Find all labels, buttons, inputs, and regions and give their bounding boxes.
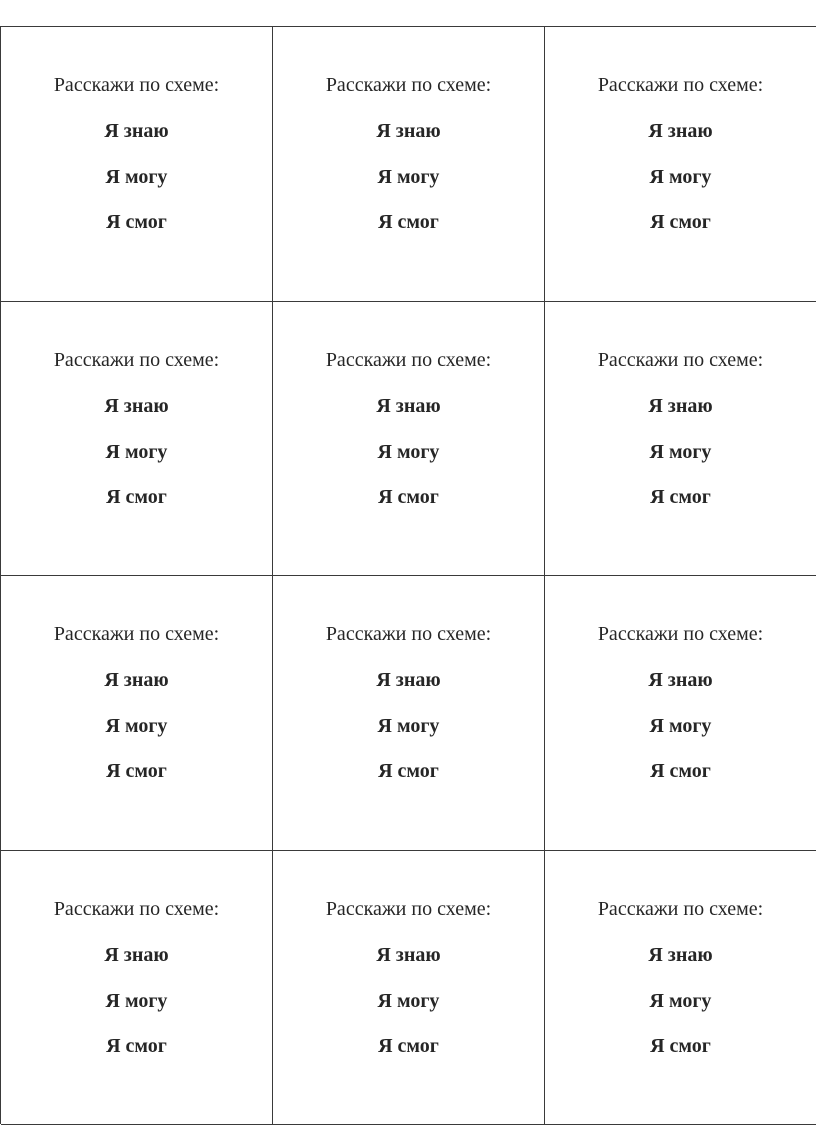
card-line-know: Я знаю xyxy=(104,943,169,966)
card-line-managed: Я смог xyxy=(650,211,711,233)
card-line-can: Я могу xyxy=(649,166,712,188)
card xyxy=(545,851,816,1126)
card-heading: Расскажи по схеме: xyxy=(325,623,492,645)
card-line-can: Я могу xyxy=(377,715,440,737)
card xyxy=(273,851,545,1126)
card-heading: Расскажи по схеме: xyxy=(53,623,220,645)
card-line-know: Я знаю xyxy=(648,394,713,417)
card-line-managed: Я смог xyxy=(106,1034,167,1057)
card xyxy=(545,302,816,577)
card-line-know: Я знаю xyxy=(648,669,713,691)
card-line-managed: Я смог xyxy=(106,211,167,233)
card-line-managed: Я смог xyxy=(650,760,711,782)
card-line-know: Я знаю xyxy=(104,394,169,417)
card-line-managed: Я смог xyxy=(378,211,439,233)
card-line-know: Я знаю xyxy=(104,669,169,691)
card-heading: Расскажи по схеме: xyxy=(325,348,492,371)
card-line-managed: Я смог xyxy=(378,485,439,508)
card-line-managed: Я смог xyxy=(106,760,167,782)
card xyxy=(545,27,816,302)
card-heading: Расскажи по схеме: xyxy=(597,897,764,920)
card-line-can: Я могу xyxy=(105,440,168,463)
card-heading: Расскажи по схеме: xyxy=(325,74,492,96)
card-grid xyxy=(0,26,816,1124)
card-line-can: Я могу xyxy=(649,715,712,737)
card xyxy=(273,302,545,577)
card-line-know: Я знаю xyxy=(376,394,441,417)
card-line-managed: Я смог xyxy=(378,760,439,782)
card xyxy=(273,576,545,851)
card-heading: Расскажи по схеме: xyxy=(597,623,764,645)
card-line-managed: Я смог xyxy=(378,1034,439,1057)
card-line-know: Я знаю xyxy=(376,120,441,142)
card-line-can: Я могу xyxy=(377,440,440,463)
card-line-managed: Я смог xyxy=(650,1034,711,1057)
card-line-know: Я знаю xyxy=(648,120,713,142)
card xyxy=(273,27,545,302)
card-line-can: Я могу xyxy=(377,989,440,1012)
card xyxy=(545,576,816,851)
card xyxy=(1,27,273,302)
card-heading: Расскажи по схеме: xyxy=(53,897,220,920)
card-heading: Расскажи по схеме: xyxy=(325,897,492,920)
card-line-can: Я могу xyxy=(377,166,440,188)
card-heading: Расскажи по схеме: xyxy=(53,348,220,371)
card-line-managed: Я смог xyxy=(650,485,711,508)
card-line-know: Я знаю xyxy=(104,120,169,142)
card-line-can: Я могу xyxy=(105,715,168,737)
card-heading: Расскажи по схеме: xyxy=(53,74,220,96)
card-line-know: Я знаю xyxy=(648,943,713,966)
card-line-can: Я могу xyxy=(105,989,168,1012)
card-line-can: Я могу xyxy=(649,440,712,463)
card-line-managed: Я смог xyxy=(106,485,167,508)
card-line-can: Я могу xyxy=(649,989,712,1012)
card xyxy=(1,851,273,1126)
card xyxy=(1,302,273,577)
card xyxy=(1,576,273,851)
card-line-know: Я знаю xyxy=(376,943,441,966)
card-heading: Расскажи по схеме: xyxy=(597,74,764,96)
card-line-can: Я могу xyxy=(105,166,168,188)
card-heading: Расскажи по схеме: xyxy=(597,348,764,371)
card-line-know: Я знаю xyxy=(376,669,441,691)
